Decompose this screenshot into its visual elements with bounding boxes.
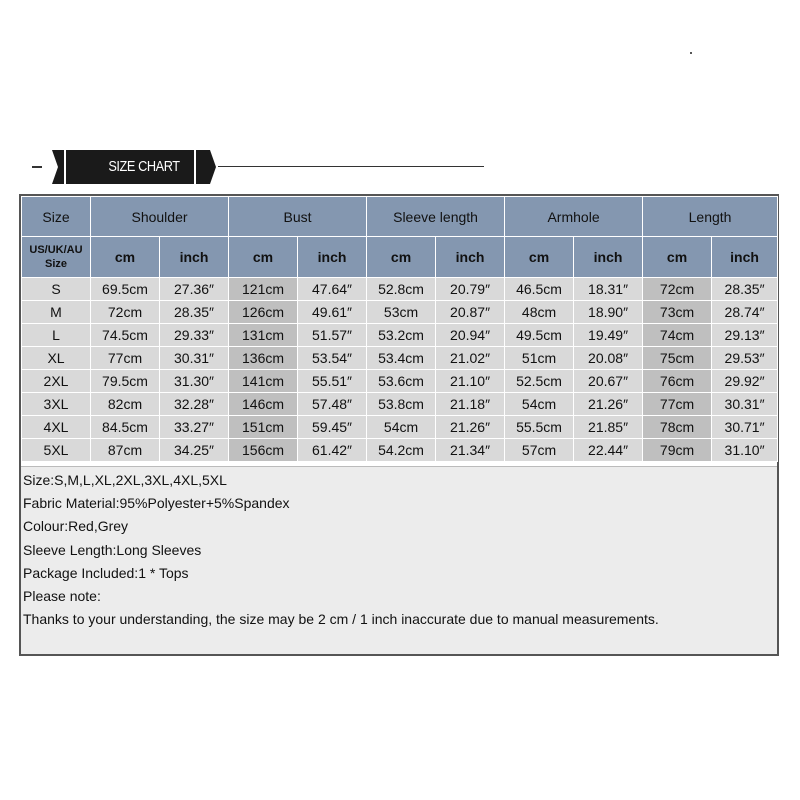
cell-sleeve-cm: 52.8cm [367,278,436,301]
note-please-note: Please note: [23,587,101,604]
note-colour: Colour:Red,Grey [23,518,129,535]
cell-shoulder-cm: 69.5cm [91,278,160,301]
cell-shoulder-in: 34.25″ [160,439,229,462]
size-chart-banner [28,150,488,184]
cell-shoulder-cm: 87cm [91,439,160,462]
table-row [22,439,778,462]
cell-bust-cm: 131cm [229,324,298,347]
cell-armhole-cm: 51cm [505,347,574,370]
header-sleeve-length: Sleeve length [367,197,505,237]
header-size: Size [22,197,91,237]
cell-armhole-cm: 49.5cm [505,324,574,347]
cell-size: 4XL [22,416,91,439]
cell-bust-cm: 141cm [229,370,298,393]
cell-length-cm: 79cm [643,439,712,462]
cell-shoulder-in: 33.27″ [160,416,229,439]
cell-size: XL [22,347,91,370]
cell-armhole-in: 20.08″ [574,347,643,370]
cell-shoulder-in: 27.36″ [160,278,229,301]
cell-shoulder-in: 28.35″ [160,301,229,324]
cell-length-in: 29.13″ [712,324,778,347]
cell-armhole-in: 18.31″ [574,278,643,301]
cell-size: M [22,301,91,324]
note-sleeve: Sleeve Length:Long Sleeves [23,541,202,558]
cell-shoulder-cm: 72cm [91,301,160,324]
size-chart [19,194,779,656]
cell-armhole-in: 21.85″ [574,416,643,439]
cell-armhole-in: 18.90″ [574,301,643,324]
cell-length-in: 28.74″ [712,301,778,324]
cell-sleeve-in: 20.87″ [436,301,505,324]
cell-armhole-cm: 54cm [505,393,574,416]
cell-armhole-in: 21.26″ [574,393,643,416]
cell-sleeve-in: 21.02″ [436,347,505,370]
size-region-line1: US/UK/AU [29,244,83,256]
header-row [22,197,778,237]
cell-sleeve-cm: 54cm [367,416,436,439]
cell-sleeve-in: 21.10″ [436,370,505,393]
cell-shoulder-in: 29.33″ [160,324,229,347]
table-row [22,416,778,439]
cell-bust-in: 55.51″ [298,370,367,393]
unit-inch: inch [712,237,778,278]
cell-shoulder-cm: 74.5cm [91,324,160,347]
unit-row [22,237,778,278]
cell-bust-in: 53.54″ [298,347,367,370]
cell-length-cm: 73cm [643,301,712,324]
cell-length-cm: 75cm [643,347,712,370]
cell-bust-cm: 136cm [229,347,298,370]
cell-sleeve-in: 21.26″ [436,416,505,439]
cell-length-in: 31.10″ [712,439,778,462]
cell-armhole-cm: 55.5cm [505,416,574,439]
cell-sleeve-cm: 53cm [367,301,436,324]
header-length: Length [643,197,778,237]
unit-cm: cm [229,237,298,278]
table-row [22,301,778,324]
size-table [21,196,778,462]
cell-armhole-in: 19.49″ [574,324,643,347]
cell-sleeve-cm: 53.6cm [367,370,436,393]
cell-length-cm: 78cm [643,416,712,439]
cell-bust-in: 57.48″ [298,393,367,416]
cell-length-in: 29.53″ [712,347,778,370]
table-row [22,393,778,416]
cell-length-cm: 76cm [643,370,712,393]
cell-length-cm: 72cm [643,278,712,301]
size-region-line2: Size [44,258,67,270]
cell-length-cm: 74cm [643,324,712,347]
cell-armhole-cm: 48cm [505,301,574,324]
cell-armhole-cm: 57cm [505,439,574,462]
cell-length-in: 29.92″ [712,370,778,393]
cell-bust-cm: 156cm [229,439,298,462]
unit-inch: inch [298,237,367,278]
cell-sleeve-in: 21.18″ [436,393,505,416]
cell-sleeve-in: 21.34″ [436,439,505,462]
cell-shoulder-cm: 77cm [91,347,160,370]
unit-inch: inch [160,237,229,278]
cell-armhole-in: 20.67″ [574,370,643,393]
cell-shoulder-cm: 84.5cm [91,416,160,439]
cell-sleeve-in: 20.94″ [436,324,505,347]
cell-bust-cm: 121cm [229,278,298,301]
product-notes [21,466,777,654]
cell-shoulder-in: 31.30″ [160,370,229,393]
header-armhole: Armhole [505,197,643,237]
cell-bust-in: 59.45″ [298,416,367,439]
cell-sleeve-cm: 53.8cm [367,393,436,416]
cell-shoulder-in: 32.28″ [160,393,229,416]
unit-inch: inch [436,237,505,278]
table-row [22,324,778,347]
unit-cm: cm [643,237,712,278]
unit-inch: inch [574,237,643,278]
cell-bust-cm: 151cm [229,416,298,439]
unit-cm: cm [367,237,436,278]
cell-bust-in: 47.64″ [298,278,367,301]
cell-length-in: 28.35″ [712,278,778,301]
cell-bust-cm: 146cm [229,393,298,416]
cell-shoulder-cm: 79.5cm [91,370,160,393]
banner-rule [218,166,484,167]
decorative-dot [690,52,692,54]
cell-bust-in: 49.61″ [298,301,367,324]
cell-bust-in: 51.57″ [298,324,367,347]
cell-size: L [22,324,91,347]
unit-cm: cm [505,237,574,278]
table-row [22,278,778,301]
table-row [22,347,778,370]
note-fabric: Fabric Material:95%Polyester+5%Spandex [23,495,290,512]
note-package: Package Included:1 * Tops [23,564,189,581]
header-shoulder: Shoulder [91,197,229,237]
cell-sleeve-in: 20.79″ [436,278,505,301]
banner-title: SIZE CHART [108,158,180,175]
cell-shoulder-cm: 82cm [91,393,160,416]
cell-armhole-cm: 52.5cm [505,370,574,393]
cell-size: S [22,278,91,301]
cell-bust-cm: 126cm [229,301,298,324]
cell-length-in: 30.31″ [712,393,778,416]
cell-bust-in: 61.42″ [298,439,367,462]
cell-sleeve-cm: 54.2cm [367,439,436,462]
cell-shoulder-in: 30.31″ [160,347,229,370]
note-disclaimer: Thanks to your understanding, the size may be 2 cm / 1 inch inaccurate due to manual measurements. [23,611,659,628]
cell-length-in: 30.71″ [712,416,778,439]
cell-size: 2XL [22,370,91,393]
banner-dash [32,166,42,168]
size-region-label [22,237,91,278]
cell-size: 3XL [22,393,91,416]
cell-sleeve-cm: 53.4cm [367,347,436,370]
table-row [22,370,778,393]
cell-armhole-in: 22.44″ [574,439,643,462]
unit-cm: cm [91,237,160,278]
cell-size: 5XL [22,439,91,462]
note-sizes: Size:S,M,L,XL,2XL,3XL,4XL,5XL [23,472,227,488]
cell-sleeve-cm: 53.2cm [367,324,436,347]
header-bust: Bust [229,197,367,237]
cell-length-cm: 77cm [643,393,712,416]
cell-armhole-cm: 46.5cm [505,278,574,301]
